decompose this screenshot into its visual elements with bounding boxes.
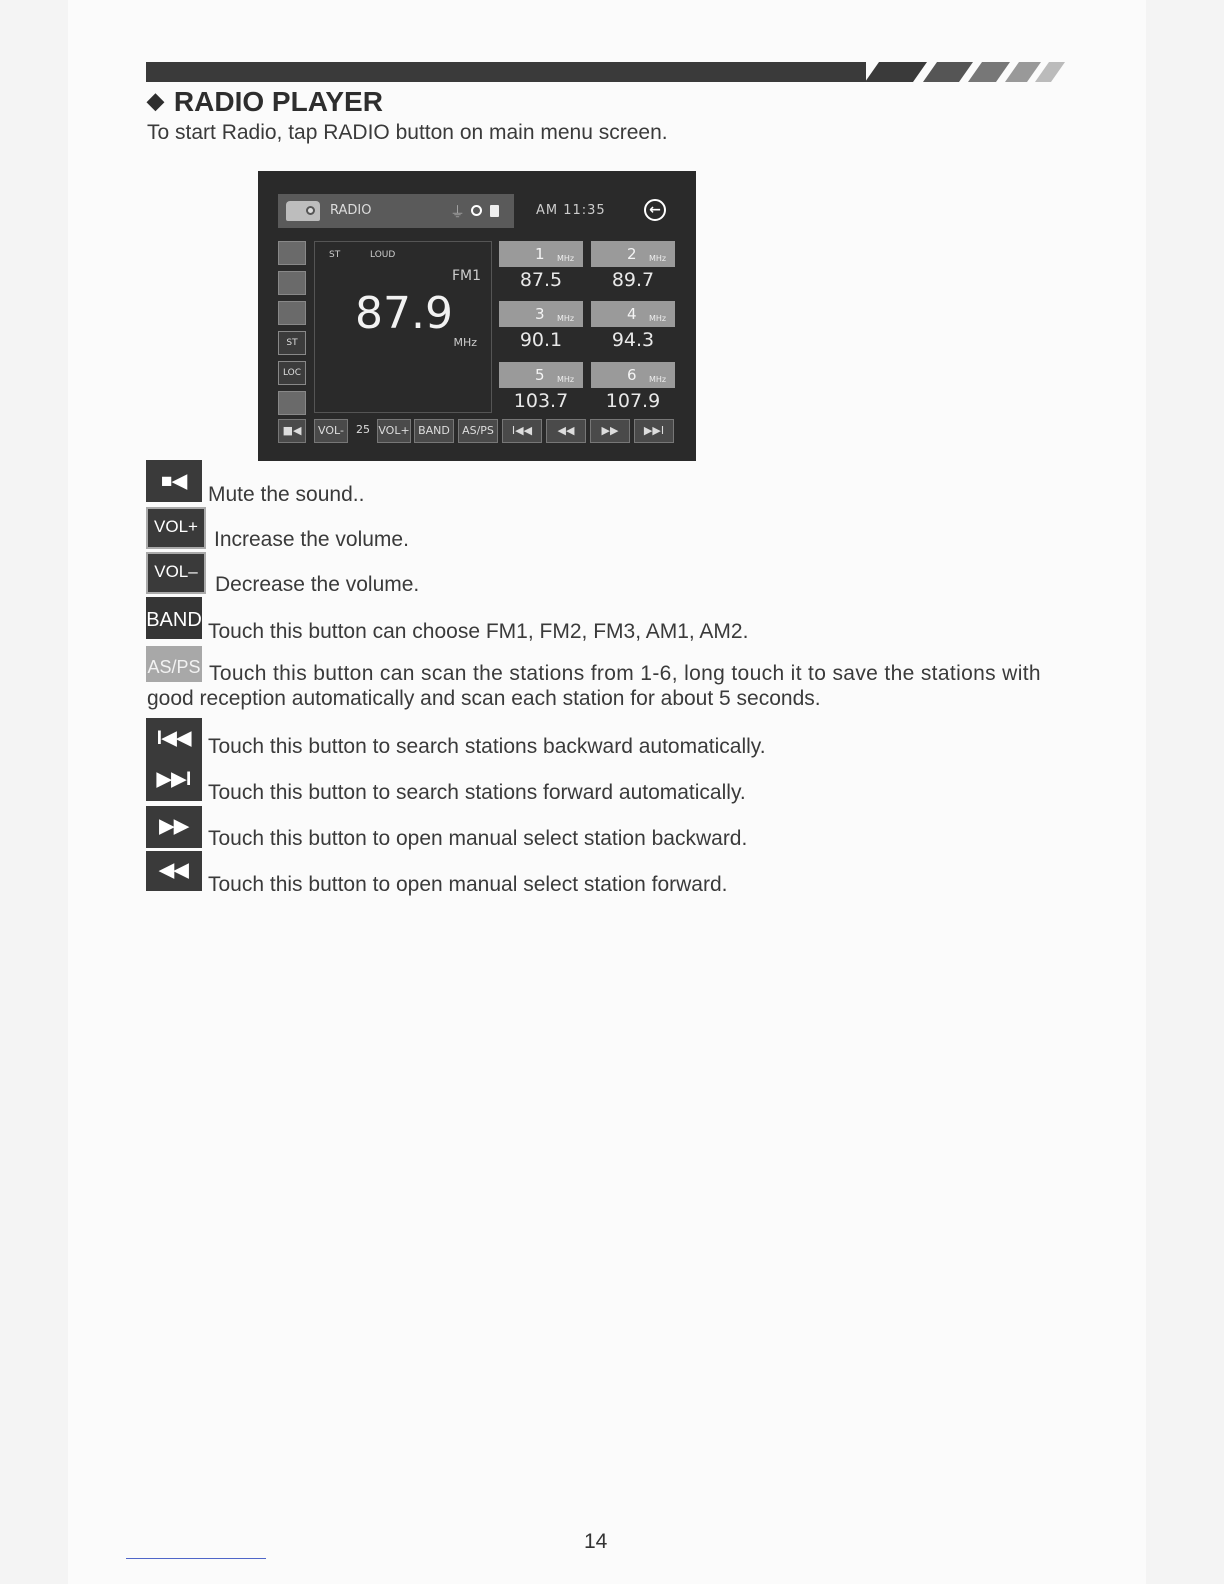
preset-frequency: 87.5: [519, 269, 563, 291]
seek-forward-description: Touch this button to search stations forward automatically.: [208, 781, 746, 804]
disc-icon: [471, 205, 482, 216]
band-button[interactable]: BAND: [414, 419, 454, 443]
preset-unit: MHz: [557, 375, 575, 384]
frequency-unit: MHz: [453, 336, 477, 349]
clock: AM 11:35: [536, 203, 606, 218]
side-button-6[interactable]: [278, 391, 306, 415]
radio-label: RADIO: [330, 203, 372, 218]
preset-frequency: 103.7: [513, 390, 569, 412]
vol-minus-description: Decrease the volume.: [215, 573, 420, 596]
seek-back-description: Touch this button to search stations backward automatically.: [208, 735, 766, 758]
rewind-icon: ◀◀: [146, 851, 202, 891]
usb-icon: ⏚: [450, 203, 466, 221]
preset-frequency: 94.3: [611, 329, 655, 351]
volume-level: 25: [356, 423, 370, 436]
rewind-button[interactable]: ◀◀: [546, 419, 586, 443]
footer-link-line: [126, 1558, 266, 1559]
preset-frequency: 89.7: [611, 269, 655, 291]
stereo-indicator: ST: [329, 250, 341, 260]
page-number: 14: [584, 1530, 608, 1553]
preset-unit: MHz: [649, 375, 667, 384]
radio-screen: [258, 171, 696, 461]
seek-back-button[interactable]: I◀◀: [502, 419, 542, 443]
asps-description-continued: good reception automatically and scan each station for about 5 seconds.: [147, 687, 821, 710]
current-frequency: 87.9: [355, 288, 453, 339]
seek-back-icon: I◀◀: [146, 718, 202, 760]
preset-number: 6: [627, 366, 637, 384]
asps-button[interactable]: AS/PS: [458, 419, 498, 443]
preset-6[interactable]: [591, 362, 675, 416]
preset-unit: MHz: [649, 254, 667, 263]
asps-icon: AS/PS: [146, 646, 202, 682]
preset-3[interactable]: [499, 301, 583, 355]
preset-number: 5: [535, 366, 545, 384]
preset-unit: MHz: [557, 254, 575, 263]
vol-plus-description: Increase the volume.: [214, 528, 409, 551]
vol-minus-icon: VOL–: [146, 552, 206, 594]
fast-forward-icon: ▶▶: [146, 806, 202, 848]
sd-card-icon: [490, 205, 499, 217]
preset-2[interactable]: [591, 241, 675, 295]
radio-top-bar: [278, 194, 514, 228]
preset-number: 2: [627, 245, 637, 263]
radio-icon: [286, 201, 320, 221]
st-button[interactable]: ST: [278, 331, 306, 355]
asps-description: Touch this button can scan the stations from 1-6, long touch it to save the stations with: [209, 662, 1041, 685]
band-icon: BAND: [146, 597, 202, 639]
diamond-bullet-icon: ◆: [147, 88, 164, 113]
preset-frequency: 90.1: [519, 329, 563, 351]
vol-plus-button[interactable]: VOL+: [377, 419, 411, 443]
mute-description: Mute the sound..: [208, 483, 365, 506]
band-description: Touch this button can choose FM1, FM2, FM3, AM1, AM2.: [208, 620, 749, 643]
seek-forward-icon: ▶▶I: [146, 759, 202, 801]
side-button-1[interactable]: [278, 241, 306, 265]
forward-button[interactable]: ▶▶: [590, 419, 630, 443]
title-text: RADIO PLAYER: [173, 86, 383, 117]
frequency-panel: [314, 241, 492, 413]
rewind-description: Touch this button to open manual select station forward.: [208, 873, 728, 896]
mute-button[interactable]: ■◀: [278, 419, 306, 443]
loc-button[interactable]: LOC: [278, 361, 306, 385]
preset-1[interactable]: [499, 241, 583, 295]
vol-plus-icon: VOL+: [146, 507, 206, 549]
preset-frequency: 107.9: [605, 390, 661, 412]
band-label: FM1: [451, 268, 481, 284]
preset-unit: MHz: [649, 314, 667, 323]
preset-number: 4: [627, 305, 637, 323]
side-button-3[interactable]: [278, 301, 306, 325]
loud-indicator: LOUD: [370, 250, 396, 260]
preset-unit: MHz: [557, 314, 575, 323]
preset-number: 1: [535, 245, 545, 263]
preset-4[interactable]: [591, 301, 675, 355]
back-icon[interactable]: ←: [644, 199, 666, 221]
fast-forward-description: Touch this button to open manual select station backward.: [208, 827, 748, 850]
vol-minus-button[interactable]: VOL-: [314, 419, 348, 443]
side-button-2[interactable]: [278, 271, 306, 295]
header-bar: [146, 62, 866, 82]
mute-icon: ■◀: [146, 460, 202, 502]
preset-number: 3: [535, 305, 545, 323]
preset-5[interactable]: [499, 362, 583, 416]
seek-forward-button[interactable]: ▶▶I: [634, 419, 674, 443]
radio-bottom-bar: [278, 419, 676, 443]
page-title: [147, 86, 383, 118]
intro-text: To start Radio, tap RADIO button on main menu screen.: [147, 121, 668, 144]
